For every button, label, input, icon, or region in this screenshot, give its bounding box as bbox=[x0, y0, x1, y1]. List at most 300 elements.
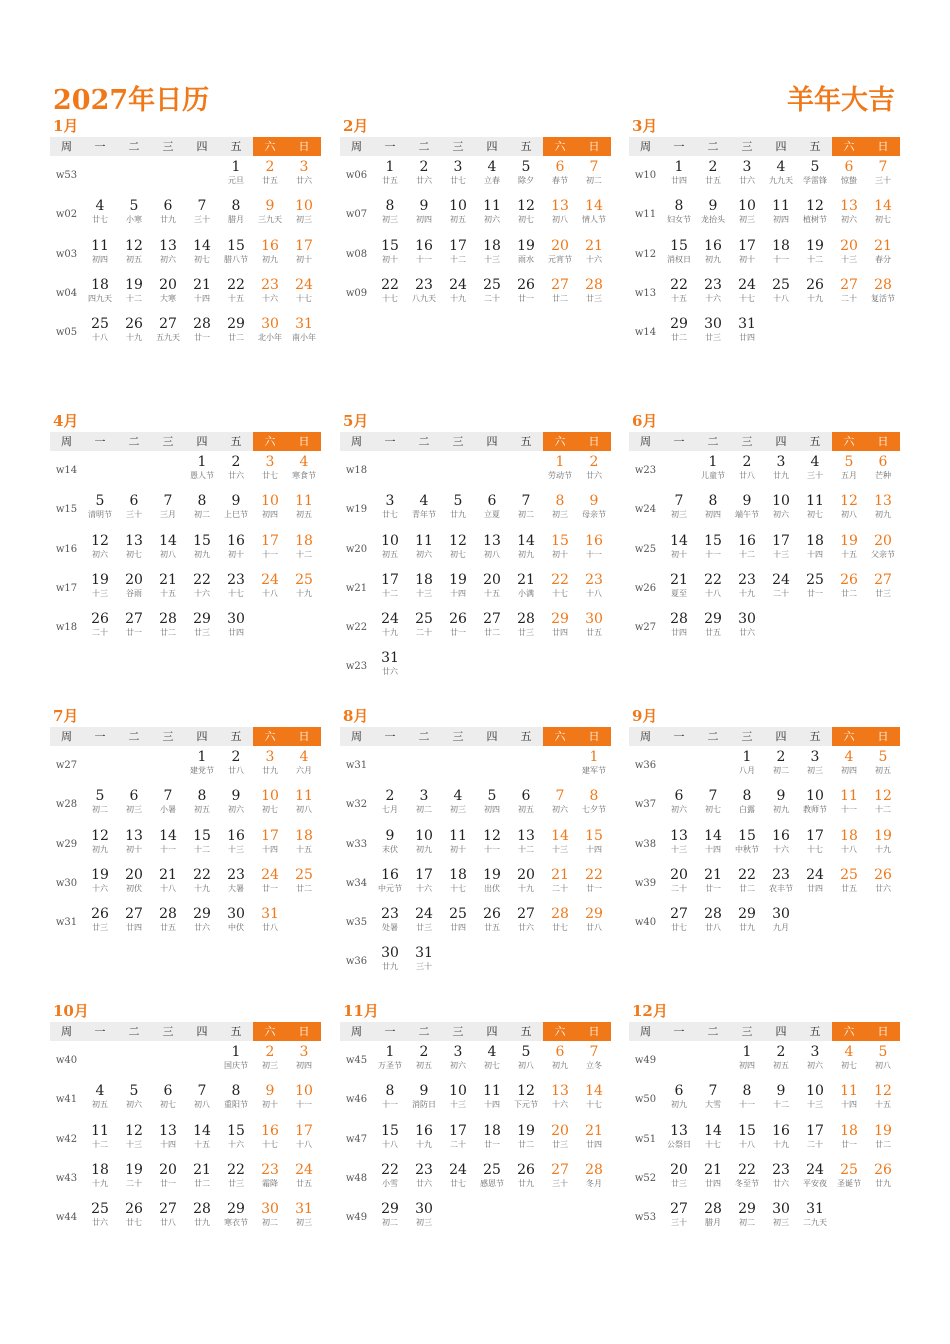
day-cell[interactable] bbox=[509, 1041, 543, 1080]
day-cell[interactable] bbox=[287, 1198, 321, 1237]
day-cell[interactable] bbox=[577, 825, 611, 864]
day-cell[interactable] bbox=[730, 313, 764, 352]
day-cell[interactable] bbox=[730, 274, 764, 313]
day-cell[interactable] bbox=[441, 1041, 475, 1080]
day-cell[interactable] bbox=[866, 530, 900, 569]
day-cell[interactable] bbox=[441, 1159, 475, 1198]
day-cell[interactable] bbox=[287, 313, 321, 352]
day-cell[interactable] bbox=[543, 451, 577, 490]
day-cell[interactable] bbox=[730, 156, 764, 195]
day-cell[interactable] bbox=[577, 1080, 611, 1119]
day-cell[interactable] bbox=[509, 530, 543, 569]
day-cell[interactable] bbox=[219, 608, 253, 647]
day-cell[interactable] bbox=[407, 195, 441, 234]
day-cell[interactable] bbox=[373, 864, 407, 903]
day-cell[interactable] bbox=[866, 156, 900, 195]
day-cell[interactable] bbox=[117, 569, 151, 608]
day-cell[interactable] bbox=[475, 156, 509, 195]
day-cell[interactable] bbox=[117, 235, 151, 274]
day-cell[interactable] bbox=[832, 864, 866, 903]
day-cell[interactable] bbox=[83, 313, 117, 352]
day-cell[interactable] bbox=[151, 608, 185, 647]
day-cell[interactable] bbox=[287, 1080, 321, 1119]
day-cell[interactable] bbox=[509, 274, 543, 313]
day-cell[interactable] bbox=[730, 451, 764, 490]
day-cell[interactable] bbox=[696, 569, 730, 608]
day-cell[interactable] bbox=[83, 490, 117, 529]
day-cell[interactable] bbox=[253, 274, 287, 313]
day-cell[interactable] bbox=[253, 746, 287, 785]
day-cell[interactable] bbox=[151, 490, 185, 529]
day-cell[interactable] bbox=[662, 903, 696, 942]
day-cell[interactable] bbox=[373, 235, 407, 274]
day-cell[interactable] bbox=[509, 903, 543, 942]
day-cell[interactable] bbox=[219, 825, 253, 864]
day-cell[interactable] bbox=[253, 1120, 287, 1159]
day-cell[interactable] bbox=[543, 235, 577, 274]
day-cell[interactable] bbox=[509, 864, 543, 903]
day-cell[interactable] bbox=[662, 490, 696, 529]
day-cell[interactable] bbox=[662, 864, 696, 903]
day-cell[interactable] bbox=[577, 195, 611, 234]
day-cell[interactable] bbox=[662, 785, 696, 824]
day-cell[interactable] bbox=[764, 1198, 798, 1237]
day-cell[interactable] bbox=[441, 785, 475, 824]
day-cell[interactable] bbox=[730, 235, 764, 274]
day-cell[interactable] bbox=[798, 530, 832, 569]
day-cell[interactable] bbox=[373, 1080, 407, 1119]
day-cell[interactable] bbox=[577, 1159, 611, 1198]
day-cell[interactable] bbox=[696, 1080, 730, 1119]
day-cell[interactable] bbox=[764, 490, 798, 529]
day-cell[interactable] bbox=[185, 451, 219, 490]
day-cell[interactable] bbox=[577, 490, 611, 529]
day-cell[interactable] bbox=[407, 235, 441, 274]
day-cell[interactable] bbox=[185, 530, 219, 569]
day-cell[interactable] bbox=[696, 451, 730, 490]
day-cell[interactable] bbox=[373, 1159, 407, 1198]
day-cell[interactable] bbox=[475, 1120, 509, 1159]
day-cell[interactable] bbox=[543, 1159, 577, 1198]
day-cell[interactable] bbox=[287, 490, 321, 529]
day-cell[interactable] bbox=[253, 313, 287, 352]
day-cell[interactable] bbox=[151, 1080, 185, 1119]
day-cell[interactable] bbox=[730, 530, 764, 569]
day-cell[interactable] bbox=[764, 825, 798, 864]
day-cell[interactable] bbox=[543, 569, 577, 608]
day-cell[interactable] bbox=[798, 1041, 832, 1080]
day-cell[interactable] bbox=[730, 864, 764, 903]
day-cell[interactable] bbox=[151, 825, 185, 864]
day-cell[interactable] bbox=[373, 825, 407, 864]
day-cell[interactable] bbox=[185, 1198, 219, 1237]
day-cell[interactable] bbox=[151, 313, 185, 352]
day-cell[interactable] bbox=[185, 1159, 219, 1198]
day-cell[interactable] bbox=[730, 785, 764, 824]
day-cell[interactable] bbox=[509, 490, 543, 529]
day-cell[interactable] bbox=[764, 235, 798, 274]
day-cell[interactable] bbox=[219, 864, 253, 903]
day-cell[interactable] bbox=[441, 156, 475, 195]
day-cell[interactable] bbox=[543, 1041, 577, 1080]
day-cell[interactable] bbox=[151, 785, 185, 824]
day-cell[interactable] bbox=[543, 156, 577, 195]
day-cell[interactable] bbox=[441, 274, 475, 313]
day-cell[interactable] bbox=[441, 1120, 475, 1159]
day-cell[interactable] bbox=[219, 156, 253, 195]
day-cell[interactable] bbox=[407, 903, 441, 942]
day-cell[interactable] bbox=[441, 903, 475, 942]
day-cell[interactable] bbox=[219, 530, 253, 569]
day-cell[interactable] bbox=[287, 746, 321, 785]
day-cell[interactable] bbox=[219, 274, 253, 313]
day-cell[interactable] bbox=[185, 313, 219, 352]
day-cell[interactable] bbox=[151, 864, 185, 903]
day-cell[interactable] bbox=[577, 235, 611, 274]
day-cell[interactable] bbox=[185, 274, 219, 313]
day-cell[interactable] bbox=[475, 235, 509, 274]
day-cell[interactable] bbox=[832, 825, 866, 864]
day-cell[interactable] bbox=[866, 1159, 900, 1198]
day-cell[interactable] bbox=[407, 1198, 441, 1237]
day-cell[interactable] bbox=[577, 274, 611, 313]
day-cell[interactable] bbox=[798, 195, 832, 234]
day-cell[interactable] bbox=[475, 608, 509, 647]
day-cell[interactable] bbox=[83, 274, 117, 313]
day-cell[interactable] bbox=[798, 1080, 832, 1119]
day-cell[interactable] bbox=[117, 1198, 151, 1237]
day-cell[interactable] bbox=[696, 1198, 730, 1237]
day-cell[interactable] bbox=[730, 1080, 764, 1119]
day-cell[interactable] bbox=[407, 942, 441, 981]
day-cell[interactable] bbox=[219, 1041, 253, 1080]
day-cell[interactable] bbox=[151, 274, 185, 313]
day-cell[interactable] bbox=[696, 608, 730, 647]
day-cell[interactable] bbox=[151, 1120, 185, 1159]
day-cell[interactable] bbox=[798, 825, 832, 864]
day-cell[interactable] bbox=[832, 274, 866, 313]
day-cell[interactable] bbox=[866, 1041, 900, 1080]
day-cell[interactable] bbox=[764, 1041, 798, 1080]
day-cell[interactable] bbox=[373, 195, 407, 234]
day-cell[interactable] bbox=[287, 530, 321, 569]
day-cell[interactable] bbox=[185, 785, 219, 824]
day-cell[interactable] bbox=[798, 746, 832, 785]
day-cell[interactable] bbox=[798, 785, 832, 824]
day-cell[interactable] bbox=[696, 195, 730, 234]
day-cell[interactable] bbox=[117, 274, 151, 313]
day-cell[interactable] bbox=[287, 569, 321, 608]
day-cell[interactable] bbox=[866, 569, 900, 608]
day-cell[interactable] bbox=[253, 825, 287, 864]
day-cell[interactable] bbox=[543, 1120, 577, 1159]
day-cell[interactable] bbox=[509, 608, 543, 647]
day-cell[interactable] bbox=[543, 490, 577, 529]
day-cell[interactable] bbox=[475, 195, 509, 234]
day-cell[interactable] bbox=[83, 1120, 117, 1159]
day-cell[interactable] bbox=[117, 530, 151, 569]
day-cell[interactable] bbox=[441, 825, 475, 864]
day-cell[interactable] bbox=[373, 942, 407, 981]
day-cell[interactable] bbox=[219, 451, 253, 490]
day-cell[interactable] bbox=[151, 195, 185, 234]
day-cell[interactable] bbox=[730, 1159, 764, 1198]
day-cell[interactable] bbox=[662, 569, 696, 608]
day-cell[interactable] bbox=[696, 825, 730, 864]
day-cell[interactable] bbox=[441, 569, 475, 608]
day-cell[interactable] bbox=[287, 825, 321, 864]
day-cell[interactable] bbox=[866, 785, 900, 824]
day-cell[interactable] bbox=[696, 530, 730, 569]
day-cell[interactable] bbox=[185, 746, 219, 785]
day-cell[interactable] bbox=[373, 647, 407, 686]
day-cell[interactable] bbox=[798, 156, 832, 195]
day-cell[interactable] bbox=[662, 825, 696, 864]
day-cell[interactable] bbox=[577, 608, 611, 647]
day-cell[interactable] bbox=[219, 235, 253, 274]
day-cell[interactable] bbox=[407, 156, 441, 195]
day-cell[interactable] bbox=[253, 1159, 287, 1198]
day-cell[interactable] bbox=[730, 195, 764, 234]
day-cell[interactable] bbox=[798, 490, 832, 529]
day-cell[interactable] bbox=[798, 569, 832, 608]
day-cell[interactable] bbox=[287, 1120, 321, 1159]
day-cell[interactable] bbox=[577, 569, 611, 608]
day-cell[interactable] bbox=[866, 1120, 900, 1159]
day-cell[interactable] bbox=[832, 156, 866, 195]
day-cell[interactable] bbox=[832, 1120, 866, 1159]
day-cell[interactable] bbox=[253, 903, 287, 942]
day-cell[interactable] bbox=[373, 156, 407, 195]
day-cell[interactable] bbox=[798, 864, 832, 903]
day-cell[interactable] bbox=[441, 608, 475, 647]
day-cell[interactable] bbox=[185, 195, 219, 234]
day-cell[interactable] bbox=[185, 235, 219, 274]
day-cell[interactable] bbox=[287, 785, 321, 824]
day-cell[interactable] bbox=[185, 864, 219, 903]
day-cell[interactable] bbox=[832, 490, 866, 529]
day-cell[interactable] bbox=[441, 530, 475, 569]
day-cell[interactable] bbox=[83, 608, 117, 647]
day-cell[interactable] bbox=[662, 1120, 696, 1159]
day-cell[interactable] bbox=[509, 785, 543, 824]
day-cell[interactable] bbox=[151, 569, 185, 608]
day-cell[interactable] bbox=[764, 451, 798, 490]
day-cell[interactable] bbox=[287, 235, 321, 274]
day-cell[interactable] bbox=[866, 1080, 900, 1119]
day-cell[interactable] bbox=[219, 569, 253, 608]
day-cell[interactable] bbox=[730, 1120, 764, 1159]
day-cell[interactable] bbox=[83, 785, 117, 824]
day-cell[interactable] bbox=[185, 903, 219, 942]
day-cell[interactable] bbox=[441, 235, 475, 274]
day-cell[interactable] bbox=[373, 1120, 407, 1159]
day-cell[interactable] bbox=[287, 1041, 321, 1080]
day-cell[interactable] bbox=[730, 903, 764, 942]
day-cell[interactable] bbox=[577, 864, 611, 903]
day-cell[interactable] bbox=[219, 1159, 253, 1198]
day-cell[interactable] bbox=[543, 785, 577, 824]
day-cell[interactable] bbox=[253, 1080, 287, 1119]
day-cell[interactable] bbox=[83, 1159, 117, 1198]
day-cell[interactable] bbox=[475, 903, 509, 942]
day-cell[interactable] bbox=[662, 274, 696, 313]
day-cell[interactable] bbox=[253, 1198, 287, 1237]
day-cell[interactable] bbox=[287, 1159, 321, 1198]
day-cell[interactable] bbox=[117, 313, 151, 352]
day-cell[interactable] bbox=[117, 1159, 151, 1198]
day-cell[interactable] bbox=[764, 274, 798, 313]
day-cell[interactable] bbox=[117, 1120, 151, 1159]
day-cell[interactable] bbox=[764, 903, 798, 942]
day-cell[interactable] bbox=[543, 195, 577, 234]
day-cell[interactable] bbox=[253, 785, 287, 824]
day-cell[interactable] bbox=[407, 1159, 441, 1198]
day-cell[interactable] bbox=[509, 156, 543, 195]
day-cell[interactable] bbox=[219, 903, 253, 942]
day-cell[interactable] bbox=[253, 451, 287, 490]
day-cell[interactable] bbox=[798, 1159, 832, 1198]
day-cell[interactable] bbox=[730, 746, 764, 785]
day-cell[interactable] bbox=[117, 903, 151, 942]
day-cell[interactable] bbox=[151, 530, 185, 569]
day-cell[interactable] bbox=[151, 1159, 185, 1198]
day-cell[interactable] bbox=[253, 569, 287, 608]
day-cell[interactable] bbox=[662, 1080, 696, 1119]
day-cell[interactable] bbox=[219, 490, 253, 529]
day-cell[interactable] bbox=[407, 785, 441, 824]
day-cell[interactable] bbox=[543, 903, 577, 942]
day-cell[interactable] bbox=[475, 864, 509, 903]
day-cell[interactable] bbox=[117, 864, 151, 903]
day-cell[interactable] bbox=[441, 1080, 475, 1119]
day-cell[interactable] bbox=[798, 1198, 832, 1237]
day-cell[interactable] bbox=[407, 569, 441, 608]
day-cell[interactable] bbox=[696, 274, 730, 313]
day-cell[interactable] bbox=[475, 1041, 509, 1080]
day-cell[interactable] bbox=[577, 1041, 611, 1080]
day-cell[interactable] bbox=[662, 235, 696, 274]
day-cell[interactable] bbox=[662, 530, 696, 569]
day-cell[interactable] bbox=[866, 451, 900, 490]
day-cell[interactable] bbox=[373, 1198, 407, 1237]
day-cell[interactable] bbox=[407, 274, 441, 313]
day-cell[interactable] bbox=[407, 608, 441, 647]
day-cell[interactable] bbox=[832, 1041, 866, 1080]
day-cell[interactable] bbox=[373, 569, 407, 608]
day-cell[interactable] bbox=[577, 903, 611, 942]
day-cell[interactable] bbox=[151, 1198, 185, 1237]
day-cell[interactable] bbox=[373, 530, 407, 569]
day-cell[interactable] bbox=[185, 1120, 219, 1159]
day-cell[interactable] bbox=[696, 313, 730, 352]
day-cell[interactable] bbox=[798, 1120, 832, 1159]
day-cell[interactable] bbox=[83, 864, 117, 903]
day-cell[interactable] bbox=[662, 1198, 696, 1237]
day-cell[interactable] bbox=[287, 274, 321, 313]
day-cell[interactable] bbox=[543, 1080, 577, 1119]
day-cell[interactable] bbox=[764, 1120, 798, 1159]
day-cell[interactable] bbox=[475, 1159, 509, 1198]
day-cell[interactable] bbox=[764, 1080, 798, 1119]
day-cell[interactable] bbox=[117, 608, 151, 647]
day-cell[interactable] bbox=[83, 1080, 117, 1119]
day-cell[interactable] bbox=[662, 156, 696, 195]
day-cell[interactable] bbox=[287, 195, 321, 234]
day-cell[interactable] bbox=[151, 235, 185, 274]
day-cell[interactable] bbox=[117, 195, 151, 234]
day-cell[interactable] bbox=[730, 1041, 764, 1080]
day-cell[interactable] bbox=[866, 195, 900, 234]
day-cell[interactable] bbox=[866, 864, 900, 903]
day-cell[interactable] bbox=[373, 903, 407, 942]
day-cell[interactable] bbox=[373, 785, 407, 824]
day-cell[interactable] bbox=[219, 1120, 253, 1159]
day-cell[interactable] bbox=[219, 313, 253, 352]
day-cell[interactable] bbox=[253, 864, 287, 903]
day-cell[interactable] bbox=[832, 530, 866, 569]
day-cell[interactable] bbox=[287, 156, 321, 195]
day-cell[interactable] bbox=[866, 490, 900, 529]
day-cell[interactable] bbox=[441, 864, 475, 903]
day-cell[interactable] bbox=[509, 569, 543, 608]
day-cell[interactable] bbox=[798, 451, 832, 490]
day-cell[interactable] bbox=[866, 235, 900, 274]
day-cell[interactable] bbox=[185, 490, 219, 529]
day-cell[interactable] bbox=[475, 530, 509, 569]
day-cell[interactable] bbox=[509, 825, 543, 864]
day-cell[interactable] bbox=[543, 530, 577, 569]
day-cell[interactable] bbox=[509, 1120, 543, 1159]
day-cell[interactable] bbox=[117, 490, 151, 529]
day-cell[interactable] bbox=[219, 1080, 253, 1119]
day-cell[interactable] bbox=[83, 1198, 117, 1237]
day-cell[interactable] bbox=[730, 825, 764, 864]
day-cell[interactable] bbox=[577, 530, 611, 569]
day-cell[interactable] bbox=[696, 490, 730, 529]
day-cell[interactable] bbox=[509, 235, 543, 274]
day-cell[interactable] bbox=[509, 195, 543, 234]
day-cell[interactable] bbox=[407, 490, 441, 529]
day-cell[interactable] bbox=[83, 195, 117, 234]
day-cell[interactable] bbox=[832, 195, 866, 234]
day-cell[interactable] bbox=[577, 1120, 611, 1159]
day-cell[interactable] bbox=[475, 490, 509, 529]
day-cell[interactable] bbox=[253, 1041, 287, 1080]
day-cell[interactable] bbox=[866, 274, 900, 313]
day-cell[interactable] bbox=[764, 785, 798, 824]
day-cell[interactable] bbox=[730, 608, 764, 647]
day-cell[interactable] bbox=[253, 156, 287, 195]
day-cell[interactable] bbox=[543, 608, 577, 647]
day-cell[interactable] bbox=[83, 235, 117, 274]
day-cell[interactable] bbox=[185, 825, 219, 864]
day-cell[interactable] bbox=[117, 1080, 151, 1119]
day-cell[interactable] bbox=[151, 903, 185, 942]
day-cell[interactable] bbox=[407, 825, 441, 864]
day-cell[interactable] bbox=[475, 825, 509, 864]
day-cell[interactable] bbox=[798, 274, 832, 313]
day-cell[interactable] bbox=[287, 451, 321, 490]
day-cell[interactable] bbox=[832, 569, 866, 608]
day-cell[interactable] bbox=[543, 864, 577, 903]
day-cell[interactable] bbox=[730, 490, 764, 529]
day-cell[interactable] bbox=[832, 235, 866, 274]
day-cell[interactable] bbox=[866, 825, 900, 864]
day-cell[interactable] bbox=[219, 1198, 253, 1237]
day-cell[interactable] bbox=[662, 1159, 696, 1198]
day-cell[interactable] bbox=[696, 1159, 730, 1198]
